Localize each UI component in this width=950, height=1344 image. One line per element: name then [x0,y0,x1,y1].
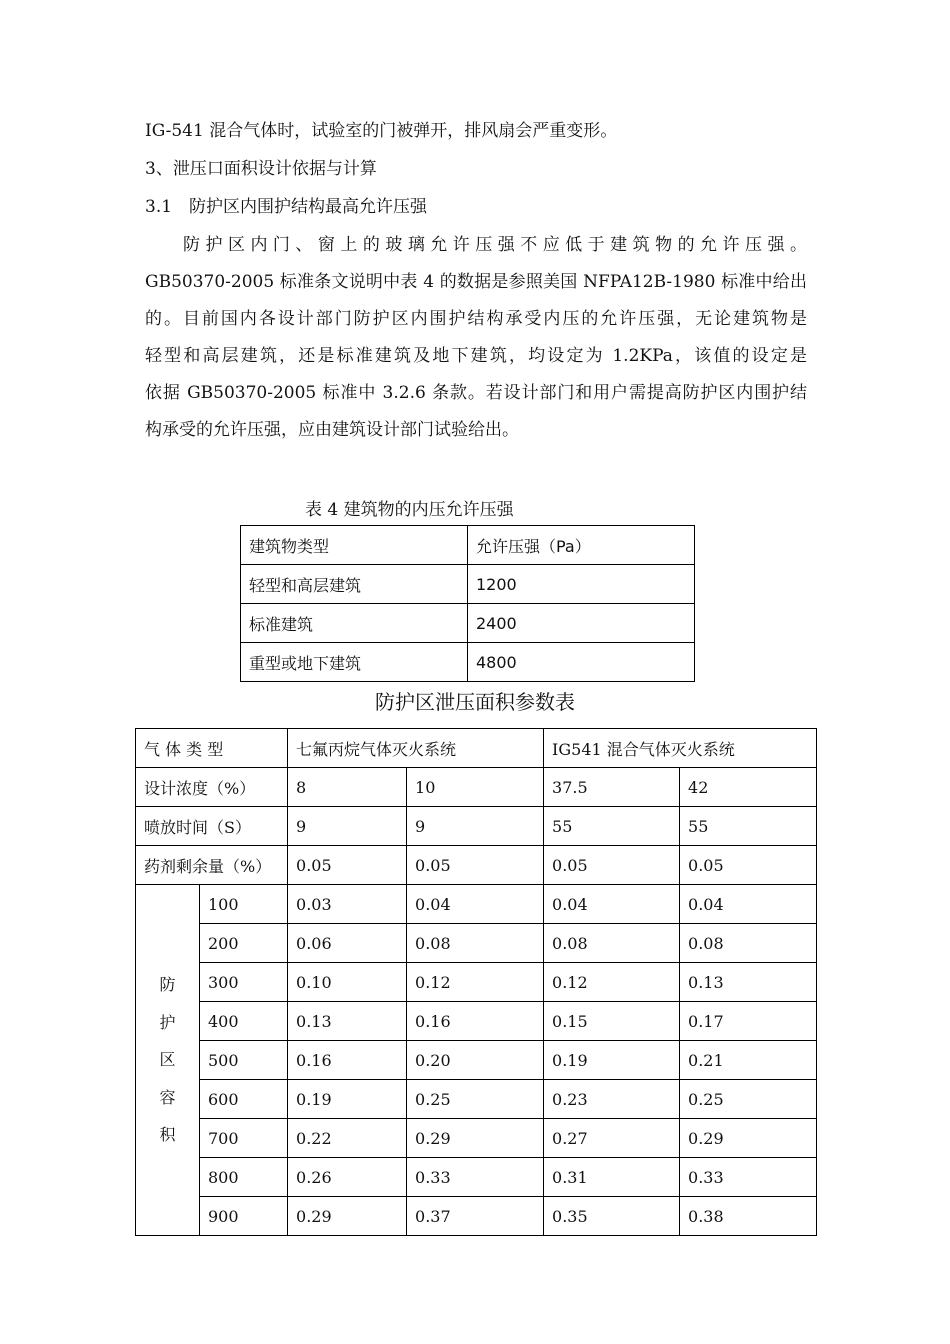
table-cell: 42 [680,768,817,807]
section-heading-3-1: 3.1 防护区内围护结构最高允许压强 [145,197,428,217]
volume-cell: 300 [200,963,288,1002]
volume-cell: 400 [200,1002,288,1041]
table-cell: 0.31 [544,1158,680,1197]
table-cell: 0.19 [544,1041,680,1080]
table-cell: 0.29 [680,1119,817,1158]
volume-label-char: 护 [159,1012,176,1032]
table4-header-pressure: 允许压强（Pa） [468,526,695,565]
table-row [241,604,695,643]
table-cell: 0.13 [680,963,817,1002]
design-concentration-label: 设计浓度（%） [136,768,288,807]
table-cell: 0.04 [407,885,544,924]
table-row [241,565,695,604]
relief-area-parameter-table [135,728,817,1236]
table-cell: 0.16 [288,1041,407,1080]
table4-caption: 表 4 建筑物的内压允许压强 [305,500,514,520]
table-row [136,1158,817,1197]
table-cell: 0.03 [288,885,407,924]
agent-residual-label: 药剂剩余量（%） [136,846,288,885]
table-cell: 0.16 [407,1002,544,1041]
table-cell: 0.22 [288,1119,407,1158]
table-row [241,643,695,682]
paragraph-line-5: 依据 GB50370-2005 标准中 3.2.6 条款。若设计部门和用户需提高防护区内围护结 [145,383,807,403]
table-cell: 0.04 [544,885,680,924]
table-cell: 0.21 [680,1041,817,1080]
table-row [136,924,817,963]
table-cell: 0.04 [680,885,817,924]
table-cell: 0.33 [680,1158,817,1197]
table-cell: 0.08 [407,924,544,963]
table-row [136,963,817,1002]
table4-cell: 4800 [468,643,695,682]
volume-cell: 800 [200,1158,288,1197]
table4-cell: 重型或地下建筑 [241,643,468,682]
table-cell: 0.29 [407,1119,544,1158]
paragraph-line-4: 轻型和高层建筑，还是标准建筑及地下建筑，均设定为 1.2KPa，该值的设定是 [145,346,807,366]
volume-label [136,885,200,1236]
table-cell: 0.19 [288,1080,407,1119]
table-cell: 0.13 [288,1002,407,1041]
table-cell: 0.25 [680,1080,817,1119]
table-row [136,846,817,885]
table-cell: 0.06 [288,924,407,963]
table-cell: 0.05 [680,846,817,885]
table-cell: 0.35 [544,1197,680,1236]
table-cell: 9 [407,807,544,846]
table-cell: 8 [288,768,407,807]
table-cell: 0.37 [407,1197,544,1236]
section-heading-3: 3、泄压口面积设计依据与计算 [145,159,377,179]
table4-building-pressure [240,525,695,682]
table-cell: 55 [680,807,817,846]
table-row [241,526,695,565]
table-cell: 0.05 [407,846,544,885]
table-cell: 0.17 [680,1002,817,1041]
table-row [136,1119,817,1158]
table-cell: 0.26 [288,1158,407,1197]
table-row [136,885,817,924]
table-cell: 0.25 [407,1080,544,1119]
table-cell: 0.05 [544,846,680,885]
table-cell: 0.10 [288,963,407,1002]
system-heptafluoropropane: 七氟丙烷气体灭火系统 [288,729,544,768]
table-row [136,1002,817,1041]
paragraph-line-2: GB50370-2005 标准条文说明中表 4 的数据是参照美国 NFPA12B-1980 标准中给出 [145,272,807,292]
table-cell: 0.15 [544,1002,680,1041]
table-row [136,1080,817,1119]
gas-type-label: 气 体 类 型 [136,729,288,768]
paragraph-line-1: 防护区内门、窗上的玻璃允许压强不应低于建筑物的允许压强。 [183,235,807,255]
table-cell: 55 [544,807,680,846]
table-cell: 0.08 [544,924,680,963]
table-cell: 0.27 [544,1119,680,1158]
discharge-time-label: 喷放时间（S） [136,807,288,846]
table-row [136,729,817,768]
table-cell: 0.38 [680,1197,817,1236]
volume-cell: 500 [200,1041,288,1080]
table-row [136,1041,817,1080]
table4-cell: 1200 [468,565,695,604]
system-ig541: IG541 混合气体灭火系统 [544,729,817,768]
volume-cell: 900 [200,1197,288,1236]
volume-cell: 700 [200,1119,288,1158]
volume-label-char: 容 [159,1087,176,1107]
table-cell: 0.23 [544,1080,680,1119]
volume-cell: 200 [200,924,288,963]
table-row [136,807,817,846]
table4-cell: 轻型和高层建筑 [241,565,468,604]
table4-cell: 2400 [468,604,695,643]
table-cell: 37.5 [544,768,680,807]
table-cell: 0.20 [407,1041,544,1080]
volume-cell: 600 [200,1080,288,1119]
table-row [136,768,817,807]
table-cell: 0.33 [407,1158,544,1197]
table-cell: 10 [407,768,544,807]
param-table-title: 防护区泄压面积参数表 [375,690,575,714]
table-cell: 0.08 [680,924,817,963]
table-cell: 0.29 [288,1197,407,1236]
table-cell: 0.12 [407,963,544,1002]
paragraph-line-6: 构承受的允许压强，应由建筑设计部门试验给出。 [145,420,519,440]
volume-label-char: 区 [159,1050,176,1070]
table-cell: 9 [288,807,407,846]
volume-label-char: 积 [159,1125,176,1145]
table-cell: 0.05 [288,846,407,885]
table-row [136,1197,817,1236]
table4-cell: 标准建筑 [241,604,468,643]
paragraph-line-3: 的。目前国内各设计部门防护区内围护结构承受内压的允许压强，无论建筑物是 [145,309,807,329]
volume-label-char: 防 [159,975,176,995]
table4-header-type: 建筑物类型 [241,526,468,565]
table-cell: 0.12 [544,963,680,1002]
text-line-1: IG-541 混合气体时，试验室的门被弹开，排风扇会严重变形。 [145,121,618,141]
volume-cell: 100 [200,885,288,924]
